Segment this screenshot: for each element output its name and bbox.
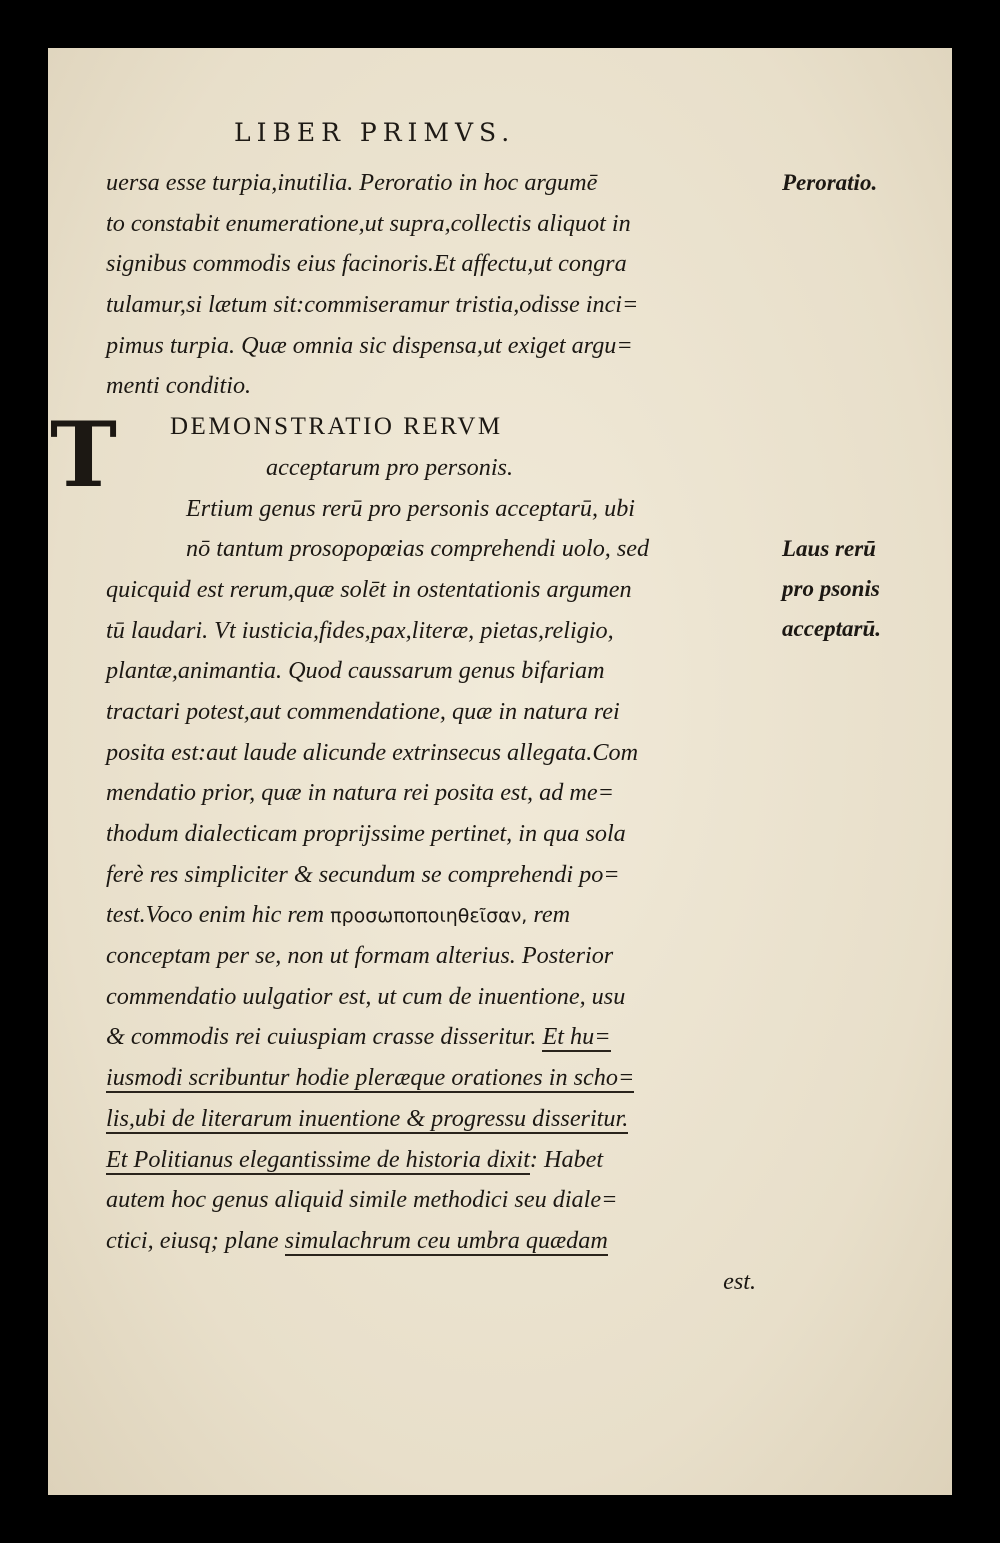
underlined-text: Et Politianus elegantissime de historia dixit <box>106 1145 530 1173</box>
text-line <box>106 1017 756 1058</box>
underlined-text: Et hu= <box>542 1023 611 1051</box>
section-subheading: acceptarum pro personis. <box>266 453 514 481</box>
text-span: rem <box>533 901 571 929</box>
text-line: posita est:aut laude alicunde extrinsecus allegata.Com <box>106 738 639 766</box>
text-line: tū laudari. Vt iusticia,fides,pax,literæ, pietas,religio, <box>106 616 614 644</box>
text-line: plantæ,animantia. Quod caussarum genus bifariam <box>106 657 605 685</box>
text-span: : Habet <box>529 1145 604 1173</box>
text-line: ferè res simpliciter & secundum se comprehendi po= <box>106 860 620 888</box>
margin-note: Laus rerū <box>782 536 876 561</box>
text-line: to constabit enumeratione,ut supra,collectis aliquot in <box>106 209 631 237</box>
underlined-text: iusmodi scribuntur hodie pleræque orationes in scho= <box>106 1064 635 1092</box>
catchword: est. <box>723 1267 756 1295</box>
drop-capital: T <box>50 402 117 508</box>
text-line: conceptam per se, non ut formam alterius. Posterior <box>106 942 614 970</box>
text-line <box>106 1221 756 1262</box>
text-line: uersa esse turpia,inutilia. Peroratio in hoc argumē <box>106 169 598 196</box>
greek-word: προσωποποιηθεῖσαν, <box>330 905 528 928</box>
text-line: signibus commodis eius facinoris.Et affectu,ut congra <box>106 250 627 278</box>
margin-note: acceptarū. <box>782 616 882 641</box>
text-line <box>106 1099 756 1140</box>
text-line: pimus turpia. Quæ omnia sic dispensa,ut exiget argu= <box>106 331 633 359</box>
text-line: nō tantum prosopopœias comprehendi uolo, sed <box>186 535 650 563</box>
text-line <box>106 1058 756 1099</box>
text-line: Ertium genus rerū pro personis acceptarū, ubi <box>186 494 636 522</box>
text-line: commendatio uulgatior est, ut cum de inuentione, usu <box>106 982 626 1010</box>
body-text <box>106 163 756 1302</box>
text-line: tractari potest,aut commendatione, quæ in natura rei <box>106 697 620 725</box>
text-line: thodum dialecticam proprijssime pertinet, in qua sola <box>106 820 626 847</box>
text-line: autem hoc genus aliquid simile methodici seu diale= <box>106 1186 618 1214</box>
margin-note: Peroratio. <box>782 170 878 195</box>
underlined-text: lis,ubi de literarum inuentione & progressu disseritur. <box>106 1104 629 1132</box>
book-page <box>48 48 952 1495</box>
running-head: LIBER PRIMVS. <box>234 118 516 147</box>
text-line: menti conditio. <box>106 372 252 400</box>
text-line: quicquid est rerum,quæ solēt in ostentationis argumen <box>106 575 632 603</box>
text-line: tulamur,si lætum sit:commiseramur tristia,odisse inci= <box>106 291 639 319</box>
section-heading: DEMONSTRATIO RERVM <box>170 413 503 441</box>
text-line <box>106 1140 756 1181</box>
margin-note: pro psonis <box>782 576 880 601</box>
underlined-text: simulachrum ceu umbra quædam <box>284 1226 608 1254</box>
text-line <box>106 895 756 936</box>
text-line: mendatio prior, quæ in natura rei posita est, ad me= <box>106 779 614 807</box>
text-span: test.Voco enim hic rem <box>106 901 325 929</box>
text-span: & commodis rei cuiuspiam crasse disseritur. <box>106 1023 537 1051</box>
text-span: ctici, eiusq; plane <box>106 1226 279 1254</box>
